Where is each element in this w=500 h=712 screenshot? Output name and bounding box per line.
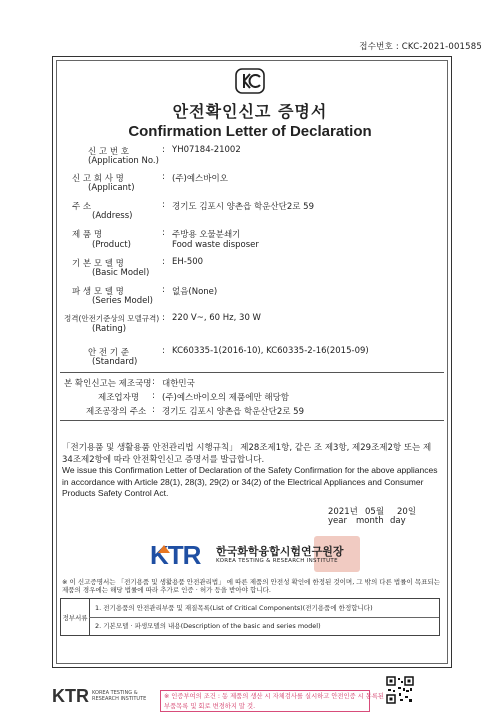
field-value: KC60335-1(2016-10), KC60335-2-16(2015-09)	[172, 346, 369, 356]
receipt-number: 접수번호 : CKC-2021-001585	[359, 42, 482, 52]
issuer-name-ko: 한국화학융합시험연구원장	[216, 545, 344, 558]
field-value: 없음(None)	[172, 287, 218, 297]
field-label-ko: 기 본 모 델 명	[72, 259, 124, 269]
field-value: YH07184-21002	[172, 145, 241, 155]
field-label-ko: 파 생 모 델 명	[72, 287, 124, 297]
field-colon: :	[162, 346, 165, 356]
attachments-table	[60, 598, 440, 636]
field-label-ko: 주 소	[72, 202, 92, 212]
table-row: 2. 기본모델 · 파생모델의 내용(Description of the basic and series model)	[95, 622, 321, 630]
date-month: 05월	[365, 507, 385, 517]
manufacture-label: 본 확인신고는 제조국명	[64, 379, 152, 389]
field-value: 경기도 김포시 양촌읍 학운산단2로 59	[172, 202, 314, 212]
date-year: 2021년	[328, 507, 358, 517]
date-day-en: day	[390, 516, 406, 526]
field-value: EH-500	[172, 257, 204, 267]
table-header: 정부서류	[61, 599, 90, 635]
statement-english: We issue this Confirmation Letter of Declaration of the Safety Confirmation for the above appliances in accordance with Article 28(1), 28(3), 29(2) or 34(2) of the Electrical Appliances and Consumer Products Safety Control Act.	[62, 465, 438, 498]
date-year-en: year	[328, 516, 347, 526]
field-label-ko: 제 품 명	[72, 230, 103, 240]
date-month-en: month	[356, 516, 384, 526]
field-label-en: (Basic Model)	[92, 268, 150, 278]
field-label-en: (Application No.)	[88, 156, 159, 166]
title-korean: 안전확인신고 증명서	[172, 102, 328, 121]
divider	[60, 372, 444, 373]
footer-ktr-logo: KTR	[52, 686, 89, 706]
ktr-logo: KTR	[150, 540, 201, 570]
manufacture-colon: :	[152, 391, 155, 401]
field-colon: :	[162, 172, 165, 182]
date-day: 20일	[397, 507, 417, 517]
ktr-accent-icon	[158, 545, 170, 553]
table-divider	[89, 617, 439, 618]
manufacture-colon: :	[152, 377, 155, 387]
field-label-en: (Applicant)	[88, 183, 135, 193]
manufacture-value: 대한민국	[162, 379, 195, 389]
field-value-secondary: Food waste disposer	[172, 240, 259, 250]
footer-institute-name: KOREA TESTING & RESEARCH INSTITUTE	[92, 690, 147, 702]
manufacture-label: 제조업자명	[98, 393, 140, 403]
manufacture-label: 제조공장의 주소	[86, 407, 147, 417]
manufacture-value: 경기도 김포시 양촌읍 학운산단2로 59	[162, 407, 304, 417]
footer-condition-line: 부품목록 및 회로 변경하지 말 것.	[164, 703, 256, 710]
field-label-ko: 신 고 회 사 명	[72, 174, 124, 184]
footer-conditions-box	[160, 690, 384, 712]
issuer-name-en: KOREA TESTING & RESEARCH INSTITUTE	[216, 558, 338, 564]
statement-korean: 「전기용품 및 생활용품 안전관리법 시행규칙」 제28조제1항, 같은 조 제3항, 제29조제2항 또는 제34조제2항에 따라 안전확인신고 증명서를 발급합니다.	[62, 443, 432, 465]
field-value: 220 V~, 60 Hz, 30 W	[172, 313, 261, 323]
field-label-en: (Series Model)	[92, 296, 153, 306]
divider	[60, 420, 444, 421]
field-label-en: (Standard)	[92, 357, 138, 367]
manufacture-colon: :	[152, 405, 155, 415]
field-colon: :	[162, 200, 165, 210]
field-label-en: (Address)	[92, 211, 133, 221]
field-colon: :	[162, 228, 165, 238]
field-label-en: (Product)	[92, 240, 131, 250]
issuer-block	[150, 540, 370, 572]
field-value: 주방용 오물분쇄기	[172, 230, 241, 240]
footer-condition-line: ※ 인증부여의 조건 : 동 제품의 생산 시 자체검사를 실시하고 안전인증 시 동록된	[164, 693, 384, 700]
table-row: 1. 전기용품의 안전관리부품 및 재질목록(List of Critical Components)(전기용품에 한정합니다)	[95, 604, 373, 612]
kc-mark-icon	[235, 68, 265, 94]
title-english: Confirmation Letter of Declaration	[128, 123, 372, 140]
legal-notice: ※ 이 신고증명서는 「전기용품 및 생활용품 안전관리법」 에 따른 제품의 안전성 확인에 한정된 것이며, 그 밖의 다른 법률이 목표되는 제품의 경우에는 해당 법률에 따라 추가로 인증 · 허가 등을 받아야 합니다.	[62, 578, 440, 594]
field-label-ko: 신 고 번 호	[88, 147, 129, 157]
field-colon: :	[162, 145, 165, 155]
field-label-ko: 안 전 기 준	[88, 348, 129, 358]
field-value: (주)예스바이오	[172, 174, 228, 184]
qr-code-icon	[386, 676, 414, 704]
field-label-en: (Rating)	[92, 324, 127, 334]
field-label-ko: 정격(안전기준상의 모델규격)	[64, 314, 160, 323]
manufacture-value: (주)예스바이오의 제품에만 해당함	[162, 393, 289, 403]
field-colon: :	[162, 285, 165, 295]
field-colon: :	[162, 257, 165, 267]
field-colon: :	[162, 313, 165, 323]
